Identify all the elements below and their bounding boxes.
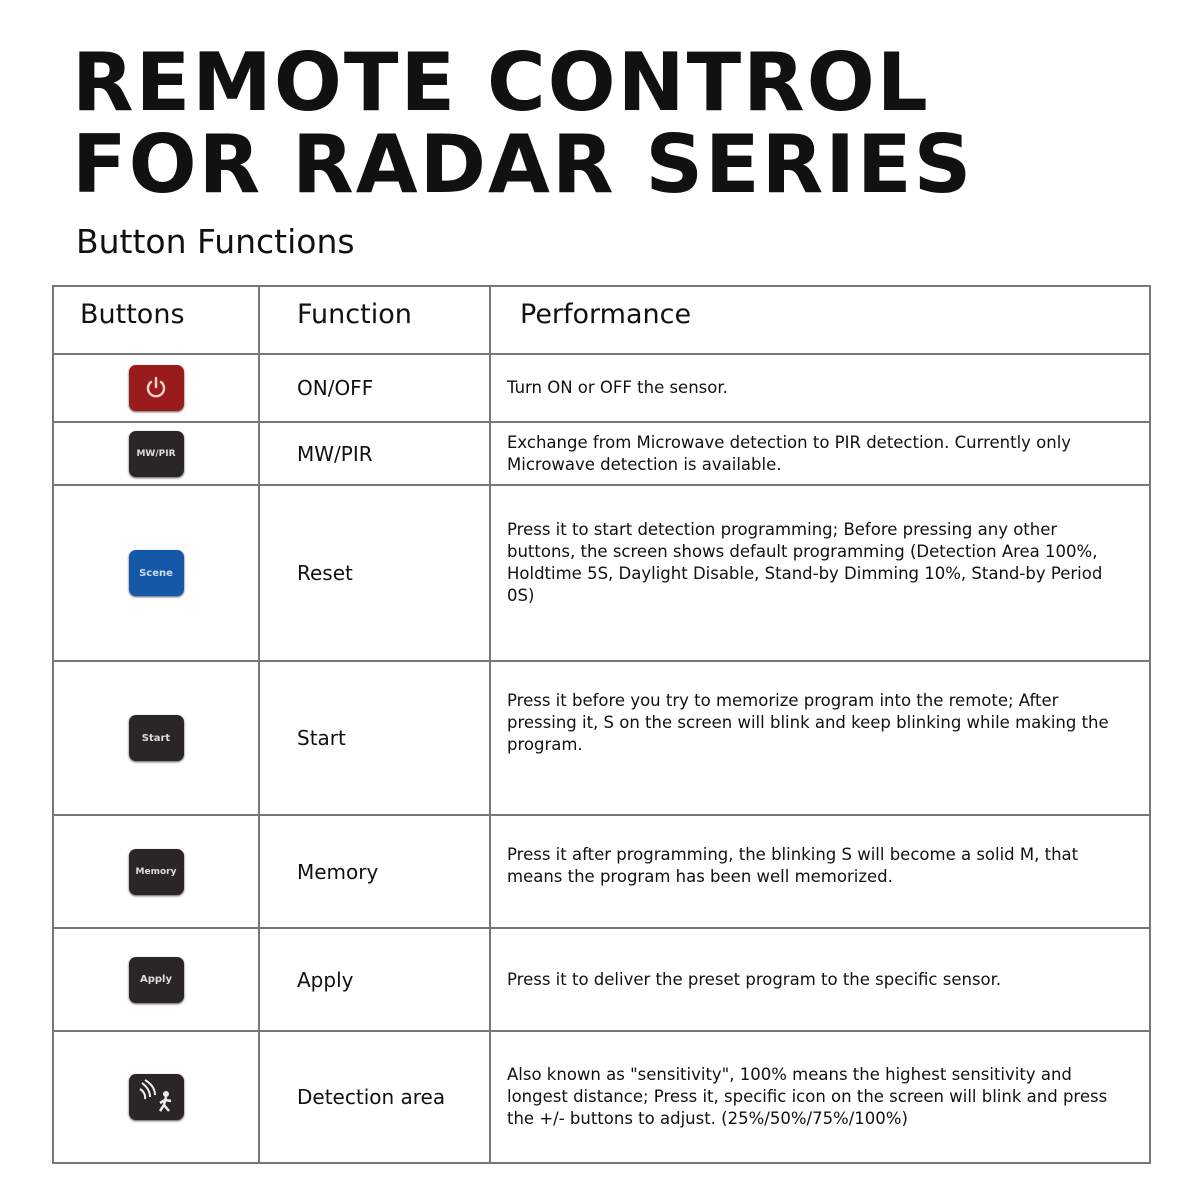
start-button-icon: Start bbox=[129, 715, 184, 761]
performance-cell: Turn ON or OFF the sensor. bbox=[490, 354, 1150, 422]
performance-cell: Also known as "sensitivity", 100% means the highest sensitivity and longest distance; Press it, specific icon on the screen will blink and press the +/- buttons to adjust. (25%/50%/75%/100%) bbox=[490, 1031, 1150, 1163]
function-cell: Detection area bbox=[259, 1031, 490, 1163]
title-line-1: REMOTE CONTROL bbox=[72, 36, 930, 129]
function-cell: ON/OFF bbox=[259, 354, 490, 422]
title-line-2: FOR RADAR SERIES bbox=[72, 118, 974, 211]
scene-button-icon: Scene bbox=[129, 550, 184, 596]
power-button-icon bbox=[129, 365, 184, 411]
function-cell: Apply bbox=[259, 928, 490, 1031]
table-row bbox=[53, 1031, 1150, 1163]
header-function: Function bbox=[259, 286, 490, 354]
table-row bbox=[53, 661, 1150, 815]
table-row bbox=[53, 928, 1150, 1031]
subtitle: Button Functions bbox=[76, 222, 355, 261]
performance-cell: Press it before you try to memorize program into the remote; After pressing it, S on the screen will blink and keep blinking while making the program. bbox=[490, 661, 1150, 815]
apply-button-icon: Apply bbox=[129, 957, 184, 1003]
table-header bbox=[53, 286, 1150, 354]
performance-cell: Press it to deliver the preset program to the specific sensor. bbox=[490, 928, 1150, 1031]
detection-area-button-icon bbox=[129, 1074, 184, 1120]
function-cell: Start bbox=[259, 661, 490, 815]
performance-cell: Press it to start detection programming; Before pressing any other buttons, the screen shows default programming (Detection Area 100%, Holdtime 5S, Daylight Disable, Stand-by Dimming 10%, Stand-by Period 0S) bbox=[490, 485, 1150, 661]
function-cell: Reset bbox=[259, 485, 490, 661]
table-row bbox=[53, 485, 1150, 661]
memory-button-icon: Memory bbox=[129, 849, 184, 895]
table-row bbox=[53, 422, 1150, 485]
function-cell: Memory bbox=[259, 815, 490, 928]
performance-cell: Exchange from Microwave detection to PIR detection. Currently only Microwave detection is available. bbox=[490, 422, 1150, 485]
mw-pir-button-icon: MW/PIR bbox=[129, 431, 184, 477]
button-functions-table bbox=[52, 285, 1151, 1164]
performance-cell: Press it after programming, the blinking S will become a solid M, that means the program has been well memorized. bbox=[490, 815, 1150, 928]
header-performance: Performance bbox=[490, 286, 1150, 354]
header-buttons: Buttons bbox=[53, 286, 259, 354]
function-cell: MW/PIR bbox=[259, 422, 490, 485]
page-title bbox=[72, 36, 974, 211]
table-row bbox=[53, 354, 1150, 422]
table-row bbox=[53, 815, 1150, 928]
